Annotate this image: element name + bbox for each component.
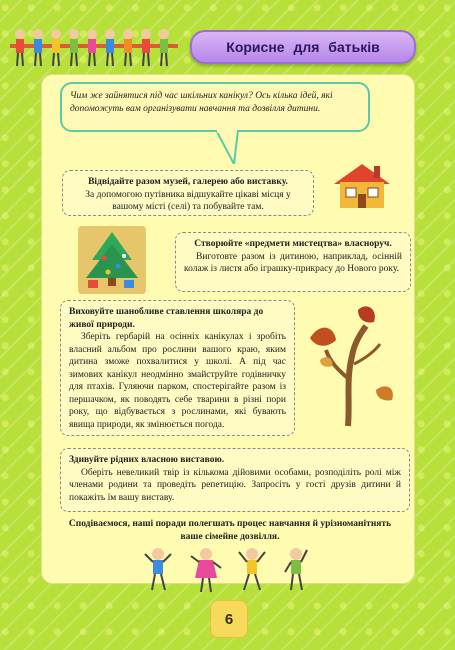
closing-text: Сподіваємося, наші поради полегшать процес навчання й урізноманітнять ваше сімейне дозвілля. xyxy=(68,519,392,542)
page-number: 6 xyxy=(210,600,248,638)
tip-body: За допомогою путівника відшукайте цікаві місця у вашому місті (селі) та побувайте там. xyxy=(85,189,291,212)
tip-heading: Створюйте «предмети мистецтва» власноруч. xyxy=(194,239,392,249)
tip-heading: Відвідайте разом музей, галерею або виставку. xyxy=(88,177,288,187)
tip-body: Виготовте разом із дитиною, наприклад, осінній колаж із листя або іграшку-прикрасу до Нового року. xyxy=(184,251,402,274)
tip-body: Зберіть гербарій на осінніх канікулах і зробіть власний альбом про рослини вашого краю, яким дитина зможе похвалитися у школі. А під час зимових канікул неодмінно змайструйте годівничку для птахів. Гуляючи парком, спостерігайте разом із першачком, як поводять себе тварини в різні пори року, що відбувається з рослинами, які бувають явища природи, як змінюється погода. xyxy=(69,332,286,430)
dancing-kids-illustration xyxy=(144,546,310,594)
autumn-leaves-illustration xyxy=(300,300,400,430)
christmas-tree-illustration xyxy=(78,226,146,294)
tip-museum xyxy=(62,170,314,216)
children-row-illustration xyxy=(10,22,178,70)
tip-nature xyxy=(60,300,295,436)
house-illustration xyxy=(330,160,394,212)
page-title: Корисне для батьків xyxy=(190,30,416,64)
tip-body: Оберіть невеликий твір із кількома дійовими особами, розподіліть ролі між членами родини та проведіть репетицію. Запросіть у гості друзів дитини й покажіть їм вашу виставу. xyxy=(69,467,401,503)
tip-art xyxy=(175,232,411,292)
tip-heading: Здивуйте рідних власною виставою. xyxy=(69,455,225,465)
tip-heading: Виховуйте шанобливе ставлення школяра до живої природи. xyxy=(69,307,264,330)
bubble-tail xyxy=(214,130,244,164)
tip-theatre xyxy=(60,448,410,512)
intro-bubble: Чим же зайнятися під час шкільних канікул? Ось кілька ідей, які допоможуть вам організувати навчання та дозвілля дитини. xyxy=(60,82,370,132)
